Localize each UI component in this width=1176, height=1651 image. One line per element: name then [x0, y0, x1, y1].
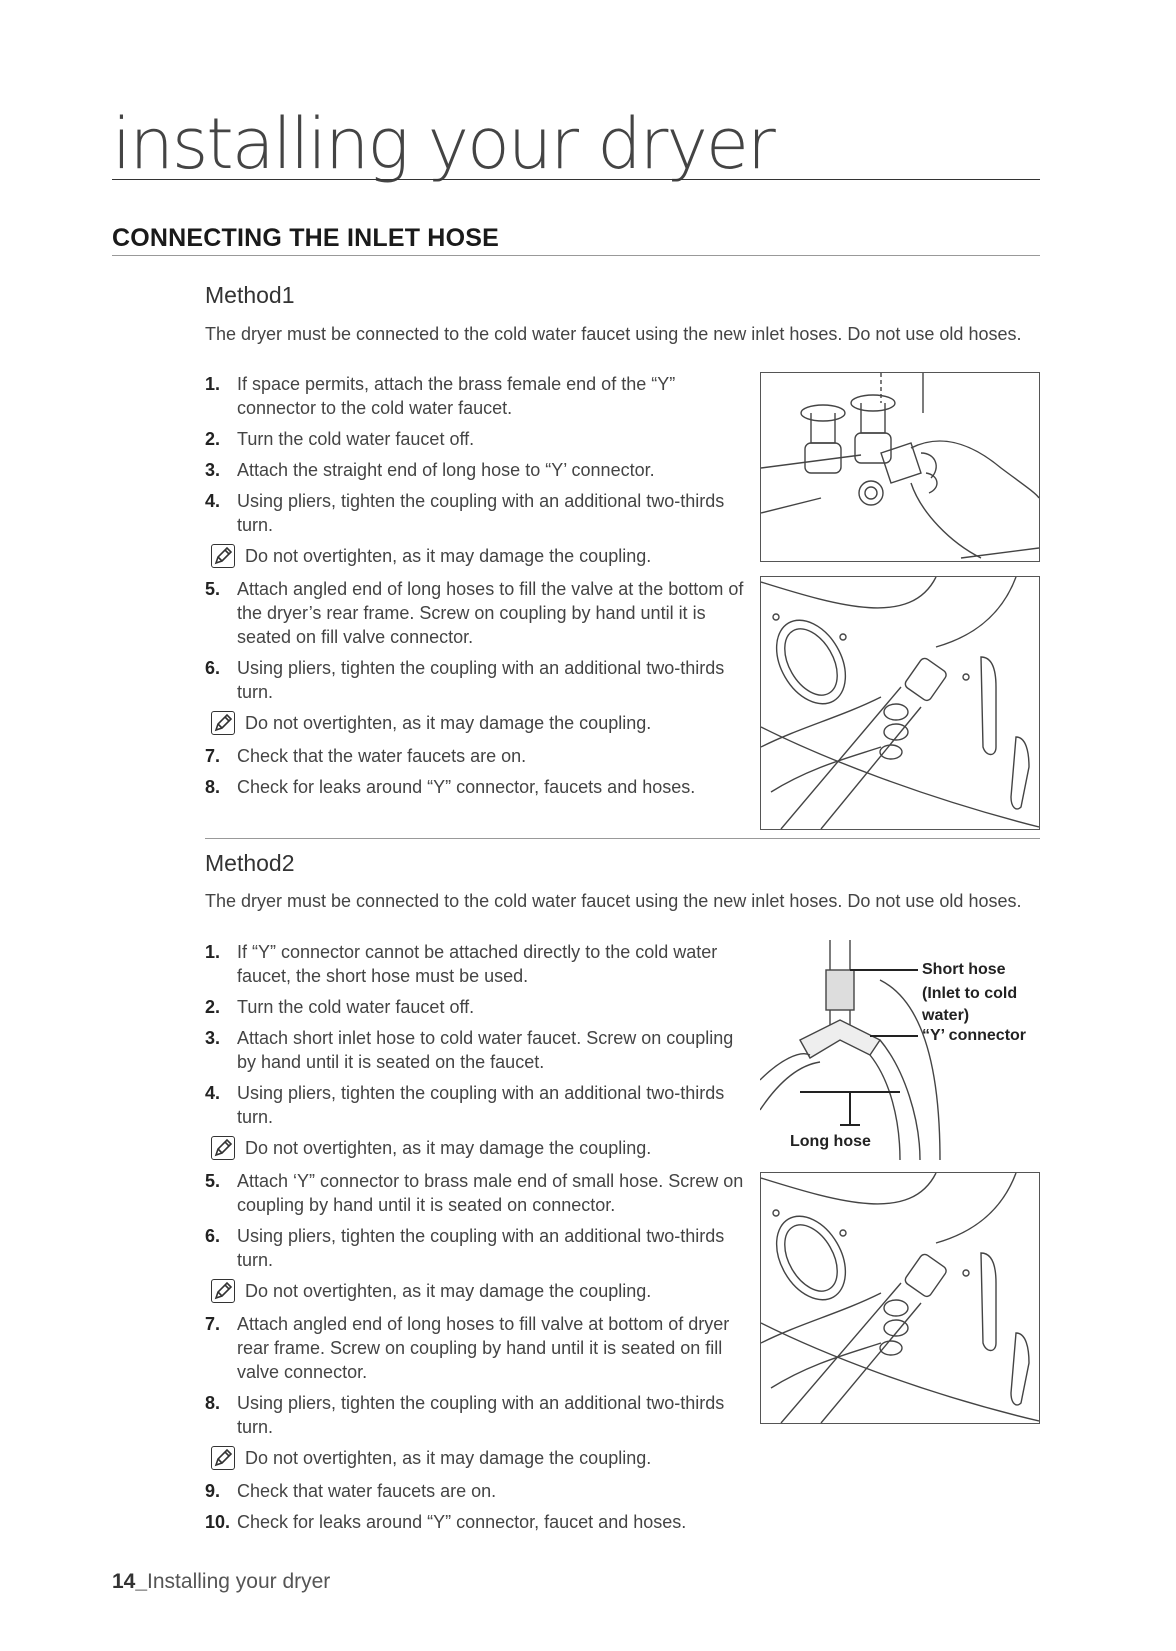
note-pencil-icon: [211, 544, 235, 568]
step-text: Attach ‘Y” connector to brass male end of small hose. Screw on coupling by hand until it is seated on connector.: [237, 1171, 744, 1215]
caution-note-text: Do not overtighten, as it may damage the coupling.: [245, 546, 652, 566]
note-pencil-icon: [211, 1136, 235, 1160]
step-item: [205, 744, 745, 768]
step-text: Attach angled end of long hoses to fill valve at bottom of dryer rear frame. Screw on coupling by hand until it is seated on fill valve connector.: [237, 1314, 730, 1382]
step-number: 9.: [205, 1481, 221, 1501]
step-item: [205, 1026, 745, 1074]
step-text: Using pliers, tighten the coupling with an additional two-thirds turn.: [237, 1226, 725, 1270]
step-number: 10.: [205, 1512, 231, 1532]
page-title: installing your dryer: [112, 103, 774, 185]
step-text: Check that the water faucets are on.: [237, 746, 527, 766]
method2-steps: [205, 940, 745, 1541]
method1-intro: The dryer must be connected to the cold water faucet using the new inlet hoses. Do not use old hoses.: [205, 324, 1022, 344]
step-text: Check that water faucets are on.: [237, 1481, 497, 1501]
caution-note: [211, 1136, 745, 1160]
method2-intro: The dryer must be connected to the cold water faucet using the new inlet hoses. Do not use old hoses.: [205, 891, 1022, 911]
step-text: Turn the cold water faucet off.: [237, 429, 475, 449]
fill-valve-drawing-1: [761, 577, 1039, 829]
method1-title: Method1: [205, 282, 295, 308]
caution-note-text: Do not overtighten, as it may damage the coupling.: [245, 1448, 652, 1468]
step-item: [205, 1169, 745, 1217]
step-number: 5.: [205, 1171, 221, 1191]
caution-note-text: Do not overtighten, as it may damage the coupling.: [245, 1138, 652, 1158]
short-hose-sublabel-1: (Inlet to cold: [922, 985, 1018, 1002]
step-number: 8.: [205, 1393, 221, 1413]
step-item: [205, 1312, 745, 1384]
step-item: [205, 489, 745, 537]
note-pencil-icon: [211, 1279, 235, 1303]
step-number: 1.: [205, 942, 221, 962]
step-number: 7.: [205, 746, 221, 766]
method2-title: Method2: [205, 850, 295, 876]
caution-note: [211, 1279, 745, 1303]
section-rule: [112, 255, 1040, 256]
step-item: [205, 1224, 745, 1272]
step-text: Using pliers, tighten the coupling with an additional two-thirds turn.: [237, 658, 725, 702]
step-item: [205, 1391, 745, 1439]
step-text: Attach the straight end of long hose to “Y’ connector.: [237, 460, 655, 480]
step-item: [205, 656, 745, 704]
step-item: [205, 577, 745, 649]
title-rule: [112, 179, 1040, 180]
step-item: [205, 1510, 745, 1534]
step-text: If “Y” connector cannot be attached directly to the cold water faucet, the short hose must be used.: [237, 942, 718, 986]
step-number: 8.: [205, 777, 221, 797]
step-item: [205, 995, 745, 1019]
method1-steps: [205, 372, 745, 806]
step-number: 2.: [205, 997, 221, 1017]
step-text: Using pliers, tighten the coupling with an additional two-thirds turn.: [237, 1393, 725, 1437]
faucet-drawing: [761, 373, 1039, 561]
footer-text: Installing your dryer: [147, 1570, 331, 1593]
caution-note: [211, 544, 745, 568]
caution-note-text: Do not overtighten, as it may damage the coupling.: [245, 1281, 652, 1301]
step-text: Turn the cold water faucet off.: [237, 997, 475, 1017]
caution-note: [211, 711, 745, 735]
step-item: [205, 427, 745, 451]
fill-valve-drawing-2: [761, 1173, 1039, 1423]
y-connector-label: “Y’ connector: [922, 1027, 1027, 1044]
short-hose-label: Short hose: [922, 961, 1006, 978]
method-divider: [205, 838, 1040, 839]
fill-valve-illustration-1: [760, 576, 1040, 830]
step-number: 4.: [205, 491, 221, 511]
step-text: Attach angled end of long hoses to fill the valve at the bottom of the dryer’s rear frame. Screw on coupling by hand until it is seated on fill valve connector.: [237, 579, 744, 647]
step-item: [205, 1081, 745, 1129]
step-number: 3.: [205, 460, 221, 480]
note-pencil-icon: [211, 711, 235, 735]
step-item: [205, 1479, 745, 1503]
page-number: 14_: [112, 1570, 148, 1593]
caution-note-text: Do not overtighten, as it may damage the coupling.: [245, 713, 652, 733]
step-number: 5.: [205, 579, 221, 599]
step-text: Attach short inlet hose to cold water faucet. Screw on coupling by hand until it is seated on the faucet.: [237, 1028, 734, 1072]
y-connector-diagram: [760, 940, 1040, 1160]
step-number: 6.: [205, 1226, 221, 1246]
step-number: 6.: [205, 658, 221, 678]
step-text: Check for leaks around “Y” connector, faucet and hoses.: [237, 1512, 687, 1532]
page-footer: [112, 1570, 330, 1594]
step-number: 4.: [205, 1083, 221, 1103]
step-text: Using pliers, tighten the coupling with an additional two-thirds turn.: [237, 1083, 725, 1127]
step-text: Using pliers, tighten the coupling with an additional two-thirds turn.: [237, 491, 725, 535]
fill-valve-illustration-2: [760, 1172, 1040, 1424]
step-item: [205, 372, 745, 420]
step-number: 1.: [205, 374, 221, 394]
step-number: 2.: [205, 429, 221, 449]
step-number: 7.: [205, 1314, 221, 1334]
step-text: Check for leaks around “Y” connector, faucets and hoses.: [237, 777, 696, 797]
section-heading: CONNECTING THE INLET HOSE: [112, 224, 499, 252]
step-item: [205, 940, 745, 988]
step-number: 3.: [205, 1028, 221, 1048]
faucet-illustration: [760, 372, 1040, 562]
caution-note: [211, 1446, 745, 1470]
short-hose-sublabel-2: water): [922, 1007, 970, 1024]
step-text: If space permits, attach the brass female end of the “Y” connector to the cold water faucet.: [237, 374, 676, 418]
note-pencil-icon: [211, 1446, 235, 1470]
step-item: [205, 775, 745, 799]
long-hose-label: Long hose: [790, 1133, 871, 1150]
step-item: [205, 458, 745, 482]
